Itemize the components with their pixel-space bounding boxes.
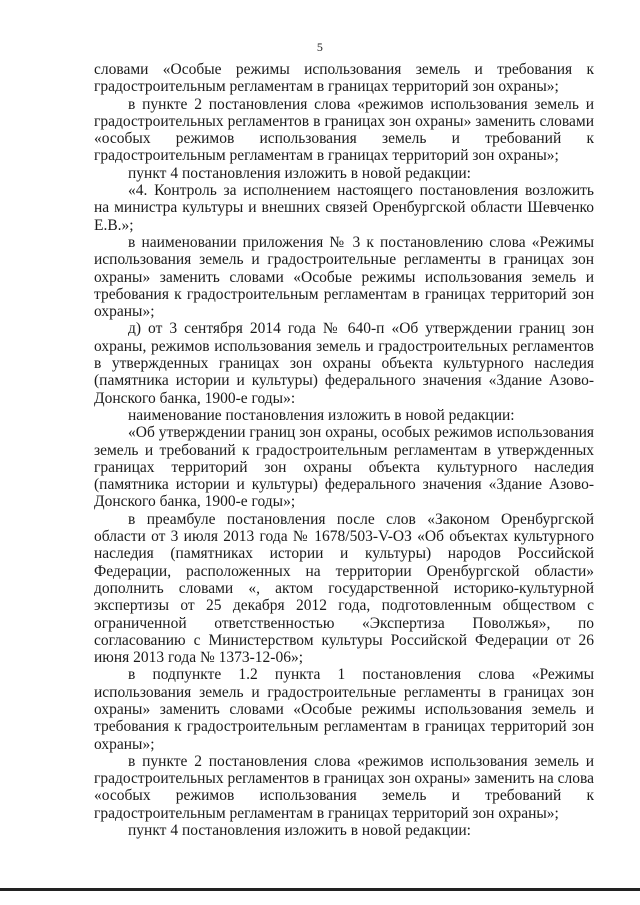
page-number: 5 xyxy=(316,40,324,54)
paragraph: в преамбуле постановления после слов «Законом Оренбургской области от 3 июля 2013 года № 1678/503-V-ОЗ «Об объектах культурного наследия (памятниках истории и культуры) народов Российской Федерации, расположенных на территории Оренбургской области» дополнить словами «, актом государственной историко-культурной экспертизы от 25 декабря 2012 года, подготовленным обществом с ограниченной ответственностью «Экспертиза Поволжья», по согласованию с Министерством культуры Российской Федерации от 26 июня 2013 года № 1373-12-06»; xyxy=(94,510,594,667)
paragraph: в наименовании приложения № 3 к постановлению слова «Режимы использования земель и градостроительные регламенты в границах зон охраны» заменить словами «Особые режимы использования земель и требования к градостроительным регламентам в границах территорий зон охраны»; xyxy=(94,233,594,321)
paragraph: пункт 4 постановления изложить в новой редакции: xyxy=(128,164,471,182)
paragraph: наименование постановления изложить в новой редакции: xyxy=(128,406,515,424)
paragraph: в подпункте 1.2 пункта 1 постановления слова «Режимы использования земель и градостроительные регламенты в границах зон охраны» заменить словами «Особые режимы использования земель и требования к градостроительным регламентам в границах территорий зон охраны»; xyxy=(94,666,594,753)
page-bottom-edge xyxy=(0,888,640,891)
paragraph: «Об утверждении границ зон охраны, особых режимов использования земель и требований к градостроительным регламентам в утвержденных границах территорий зон охраны объекта культурного наследия (памятника истории и культуры) федерального значения «Здание Азово-Донского банка, 1900-е годы»; xyxy=(94,424,594,511)
paragraph: пункт 4 постановления изложить в новой редакции: xyxy=(128,822,471,840)
paragraph: в пункте 2 постановления слова «режимов использования земель и градостроительных регламентов в границах зон охраны» заменить на слова «особых режимов использования земель и требований к градостроительным регламентам в границах территорий зон охраны»; xyxy=(94,752,594,822)
document-body xyxy=(94,61,594,839)
paragraph: «4. Контроль за исполнением настоящего постановления возложить на министра культуры и внешних связей Оренбургской области Шевченко Е.В.»; xyxy=(94,182,594,234)
paragraph: д) от 3 сентября 2014 года № 640-п «Об утверждении границ зон охраны, режимов использования земель и градостроительных регламентов в утвержденных границах зон охраны объекта культурного наследия (памятника истории и культуры) федерального значения «Здание Азово-Донского банка, 1900-е годы»: xyxy=(94,320,594,407)
paragraph: в пункте 2 постановления слова «режимов использования земель и градостроительных регламентов в границах зон охраны» заменить словами «особых режимов использования земель и требований к градостроительным регламентам в границах территорий зон охраны»; xyxy=(94,95,594,165)
paragraph: словами «Особые режимы использования земель и требования к градостроительным регламентам в границах территорий зон охраны»; xyxy=(94,61,594,96)
